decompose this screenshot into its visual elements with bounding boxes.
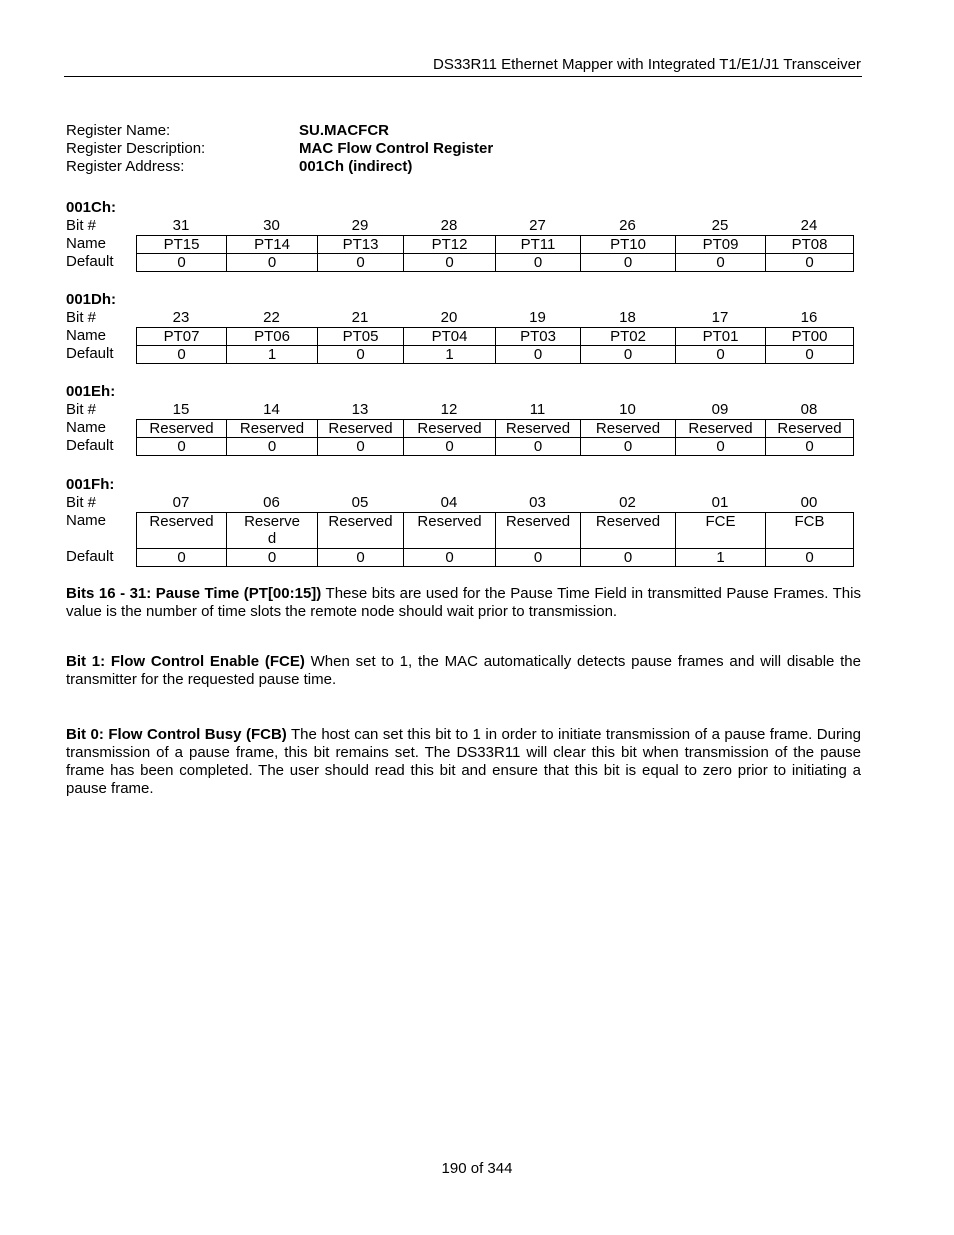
description-fce	[66, 653, 861, 689]
bit-default-cell: 0	[404, 254, 496, 272]
bit-default-cell: 1	[676, 549, 766, 567]
bit-name-cell: PT07	[137, 328, 227, 346]
header-divider	[64, 76, 862, 77]
bit-number: 21	[351, 309, 369, 326]
bit-default-cell: 0	[137, 254, 227, 272]
bit-row-label: Bit #	[66, 494, 97, 511]
bit-name-cell: PT04	[404, 328, 496, 346]
bit-default-cell: 0	[676, 438, 766, 456]
register-description-row	[66, 140, 493, 158]
bit-name-cell: Reserved	[137, 420, 227, 438]
bit-number: 30	[263, 217, 280, 234]
bit-default-cell: 0	[766, 254, 854, 272]
bit-number: 26	[619, 217, 636, 234]
description-fcb	[66, 726, 861, 798]
bit-number: 00	[800, 494, 818, 511]
name-row-label: Name	[66, 327, 107, 344]
register-name-value: SU.MACFCR	[299, 122, 389, 139]
register-info	[66, 122, 493, 176]
bit-number: 15	[172, 401, 190, 418]
bit-name-cell: Reserved	[766, 420, 854, 438]
page-number: 190 of 344	[441, 1160, 513, 1177]
name-row-label: Name	[66, 419, 107, 436]
default-row	[137, 254, 854, 272]
bit-number: 31	[172, 217, 190, 234]
bit-name-cell: PT06	[227, 328, 318, 346]
name-row	[137, 420, 854, 438]
bit-number-row	[66, 309, 866, 327]
bit-name-cell: Reserve d	[227, 513, 318, 549]
description-pause-time	[66, 585, 861, 621]
bit-name-cell: Reserved	[581, 513, 676, 549]
bit-number: 19	[529, 309, 546, 326]
name-row	[137, 513, 854, 549]
bit-number: 14	[263, 401, 280, 418]
bit-number: 11	[529, 401, 546, 418]
bit-default-cell: 0	[766, 346, 854, 364]
bit-name-cell: PT10	[581, 236, 676, 254]
default-row-label: Default	[66, 548, 114, 565]
bit-name-cell: Reserved	[581, 420, 676, 438]
description-heading: Bit 0: Flow Control Busy (FCB)	[66, 726, 287, 743]
bit-default-cell: 0	[227, 254, 318, 272]
bit-number: 18	[619, 309, 636, 326]
bit-name-cell: PT13	[318, 236, 404, 254]
default-row-label: Default	[66, 345, 114, 362]
register-table	[136, 327, 854, 364]
bit-name-cell: FCB	[766, 513, 854, 549]
default-row	[137, 549, 854, 567]
bit-default-cell: 0	[676, 346, 766, 364]
default-row-label: Default	[66, 253, 114, 270]
bit-name-cell: Reserved	[676, 420, 766, 438]
bit-number: 16	[800, 309, 818, 326]
bit-name-cell: PT02	[581, 328, 676, 346]
bit-number: 24	[800, 217, 818, 234]
bit-name-cell: Reserved	[404, 420, 496, 438]
bit-default-cell: 0	[318, 254, 404, 272]
bit-number-row	[66, 217, 866, 235]
bit-number: 27	[529, 217, 546, 234]
bit-name-cell: Reserved	[496, 513, 581, 549]
bit-default-cell: 0	[318, 549, 404, 567]
register-name-row	[66, 122, 493, 140]
bit-number: 03	[529, 494, 546, 511]
bit-default-cell: 0	[496, 438, 581, 456]
bit-default-cell: 1	[404, 346, 496, 364]
bit-name-cell: Reserved	[227, 420, 318, 438]
bit-number: 29	[351, 217, 369, 234]
description-text: These bits are used for the Pause Time Field in transmitted Pause Frames. This value is the number of time slots the remote node should wait prior to transmission.	[66, 585, 861, 620]
bit-default-cell: 1	[227, 346, 318, 364]
register-name-label: Register Name:	[66, 122, 171, 139]
register-table	[136, 512, 854, 567]
bit-default-cell: 0	[404, 549, 496, 567]
bit-number: 17	[711, 309, 729, 326]
register-description-value: MAC Flow Control Register	[299, 140, 494, 157]
description-text: The host can set this bit to 1 in order to initiate transmission of a pause frame. During transmission of a pause frame, this bit remains set. The DS33R11 will clear this bit when transmission of the pause frame has been completed. The user should read this bit and ensure that this bit is equal to zero prior to initiating a pause frame.	[66, 726, 861, 797]
bit-number-row	[66, 401, 866, 419]
bit-default-cell: 0	[404, 438, 496, 456]
bit-name-cell: PT00	[766, 328, 854, 346]
bit-default-cell: 0	[137, 438, 227, 456]
register-address-row	[66, 158, 493, 176]
bit-row-label: Bit #	[66, 401, 97, 418]
bit-number: 25	[711, 217, 729, 234]
bit-name-cell: Reserved	[496, 420, 581, 438]
name-row-label: Name	[66, 512, 107, 529]
description-heading: Bit 1: Flow Control Enable (FCE)	[66, 653, 305, 670]
register-address-value: 001Ch (indirect)	[299, 158, 413, 175]
bit-default-cell: 0	[581, 346, 676, 364]
bit-number: 04	[440, 494, 458, 511]
description-heading: Bits 16 - 31: Pause Time (PT[00:15])	[66, 585, 322, 602]
register-address-label: Register Address:	[66, 158, 185, 175]
bit-default-cell: 0	[766, 549, 854, 567]
bit-default-cell: 0	[496, 549, 581, 567]
name-row	[137, 236, 854, 254]
bit-number: 05	[351, 494, 369, 511]
name-row-label: Name	[66, 235, 107, 252]
bit-number: 08	[800, 401, 818, 418]
bit-number: 22	[263, 309, 280, 326]
bit-default-cell: 0	[137, 549, 227, 567]
block-address-label: 001Dh:	[66, 291, 117, 308]
bit-name-cell: PT08	[766, 236, 854, 254]
bit-name-cell: PT11	[496, 236, 581, 254]
bit-name-cell: Reserved	[318, 420, 404, 438]
bit-number: 20	[440, 309, 458, 326]
bit-default-cell: 0	[581, 438, 676, 456]
bit-number: 12	[440, 401, 458, 418]
register-description-label: Register Description:	[66, 140, 206, 157]
bit-number: 01	[711, 494, 729, 511]
bit-name-cell: PT15	[137, 236, 227, 254]
bit-name-cell: FCE	[676, 513, 766, 549]
bit-number: 07	[172, 494, 190, 511]
bit-default-cell: 0	[227, 438, 318, 456]
bit-number: 28	[440, 217, 458, 234]
document-title: DS33R11 Ethernet Mapper with Integrated T1/E1/J1 Transceiver	[432, 56, 861, 73]
bit-default-cell: 0	[318, 346, 404, 364]
bit-name-cell: Reserved	[404, 513, 496, 549]
bit-default-cell: 0	[496, 254, 581, 272]
default-row	[137, 438, 854, 456]
bit-default-cell: 0	[496, 346, 581, 364]
register-table	[136, 419, 854, 456]
block-address-label: 001Ch:	[66, 199, 117, 216]
register-block	[66, 383, 866, 455]
register-block	[66, 199, 866, 271]
register-table	[136, 235, 854, 272]
bit-row-label: Bit #	[66, 309, 97, 326]
bit-number: 09	[711, 401, 729, 418]
bit-default-cell: 0	[137, 346, 227, 364]
block-address-label: 001Fh:	[66, 476, 115, 493]
bit-name-cell: PT01	[676, 328, 766, 346]
bit-name-cell: PT12	[404, 236, 496, 254]
bit-number: 02	[619, 494, 636, 511]
bit-number: 06	[263, 494, 280, 511]
bit-name-cell: PT05	[318, 328, 404, 346]
bit-number: 10	[619, 401, 636, 418]
description-text: When set to 1, the MAC automatically detects pause frames and will disable the transmitter for the requested pause time.	[66, 653, 861, 688]
register-block	[66, 476, 866, 566]
bit-default-cell: 0	[318, 438, 404, 456]
bit-name-cell: Reserved	[137, 513, 227, 549]
block-address-label: 001Eh:	[66, 383, 116, 400]
bit-default-cell: 0	[766, 438, 854, 456]
bit-name-cell: Reserved	[318, 513, 404, 549]
default-row	[137, 346, 854, 364]
bit-name-cell: PT03	[496, 328, 581, 346]
name-row	[137, 328, 854, 346]
bit-default-cell: 0	[581, 254, 676, 272]
bit-row-label: Bit #	[66, 217, 97, 234]
bit-number-row	[66, 494, 866, 512]
bit-default-cell: 0	[581, 549, 676, 567]
bit-default-cell: 0	[676, 254, 766, 272]
bit-default-cell: 0	[227, 549, 318, 567]
bit-name-cell: PT14	[227, 236, 318, 254]
bit-number: 13	[351, 401, 369, 418]
default-row-label: Default	[66, 437, 114, 454]
bit-name-cell: PT09	[676, 236, 766, 254]
register-block	[66, 291, 866, 363]
bit-number: 23	[172, 309, 190, 326]
